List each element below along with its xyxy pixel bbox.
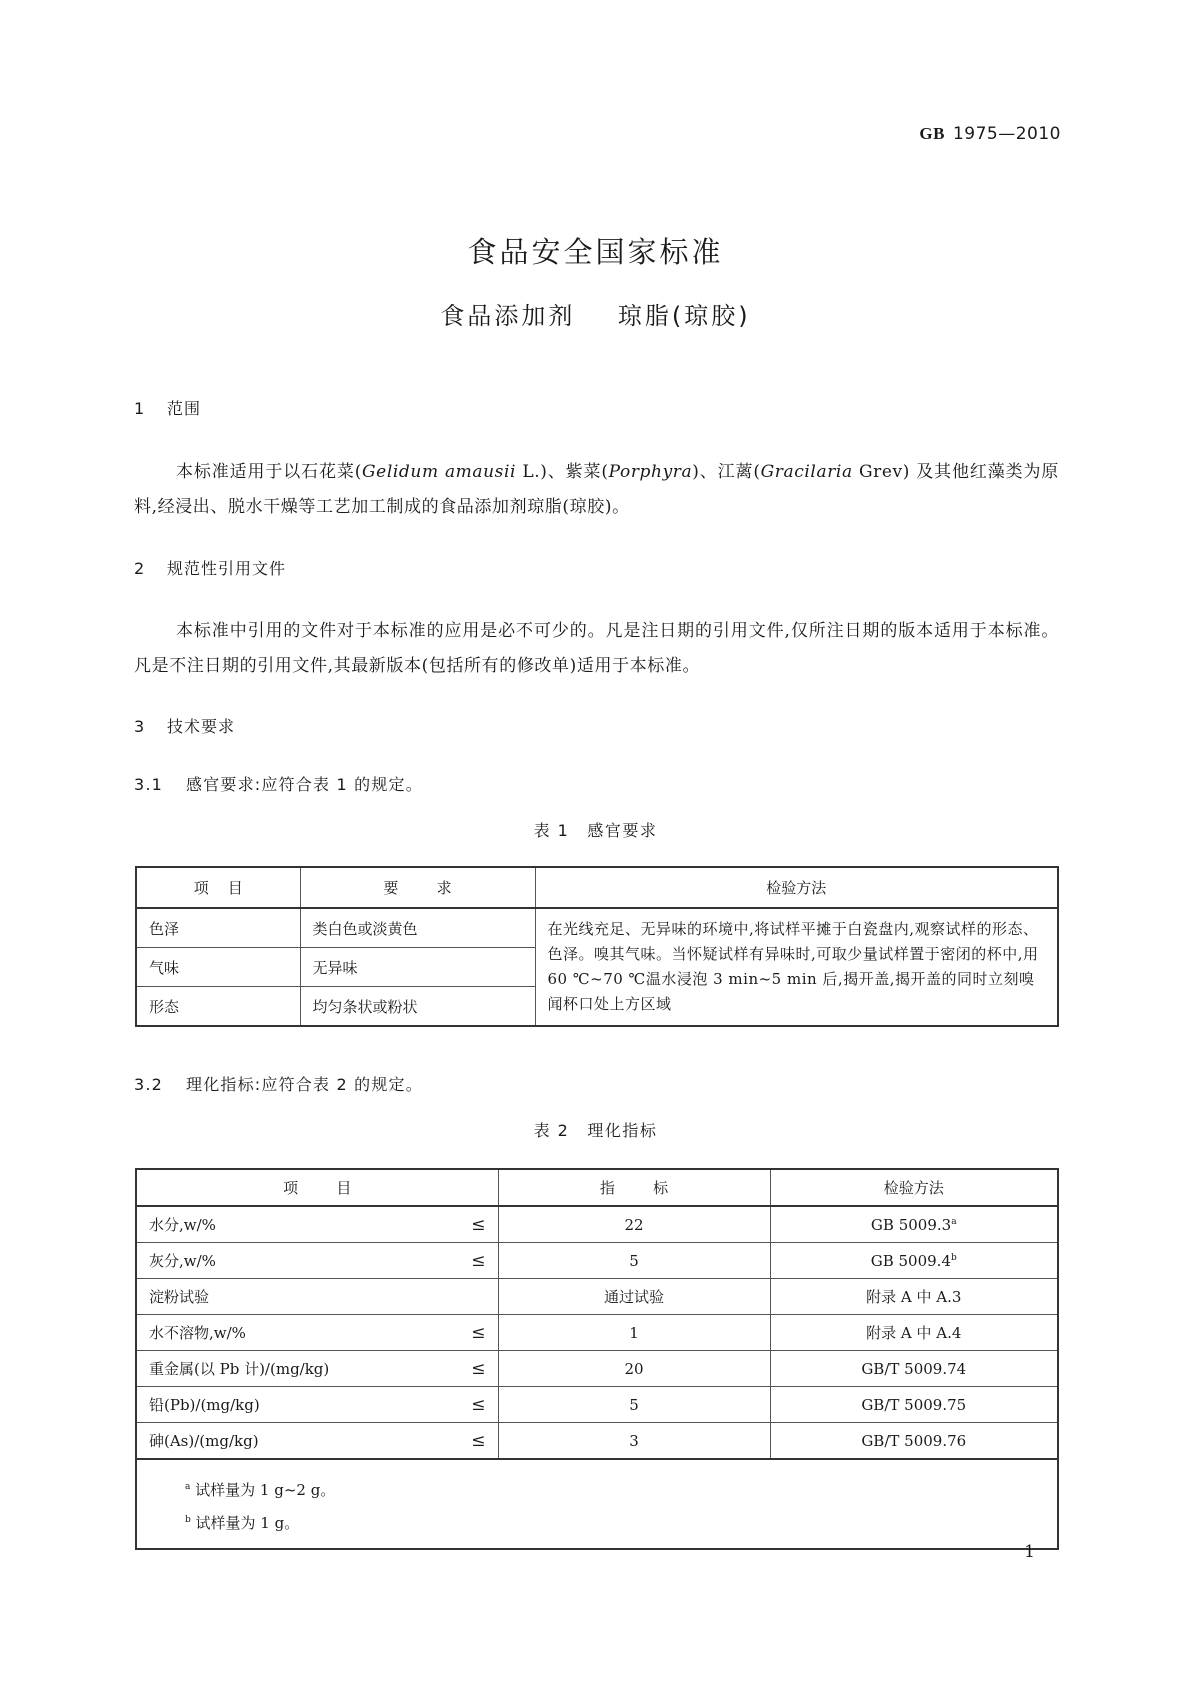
table-row: 铅(Pb)/(mg/kg) ≤ 5 GB/T 5009.75	[136, 1387, 1058, 1423]
column-header: 项 目	[136, 1169, 498, 1206]
footnote-b: $^b$ 试样量为 1 g。	[185, 1514, 300, 1532]
less-equal-symbol: ≤	[471, 1394, 486, 1415]
less-equal-symbol: ≤	[471, 1430, 486, 1451]
table-notes-row	[136, 1459, 1058, 1549]
table-header-row	[136, 1169, 1058, 1206]
species-name: Gelidum amausii	[362, 462, 517, 482]
table-footnotes	[136, 1459, 1058, 1549]
table-header-row	[136, 867, 1058, 908]
standard-code: 1975—2010	[952, 124, 1061, 144]
subsection-3-1-heading: 3.1 感官要求:应符合表 1 的规定。	[134, 775, 423, 794]
section-3-heading	[134, 714, 235, 737]
table-row: 形态 均匀条状或粉状	[136, 987, 1058, 1027]
table-row: 气味 无异味	[136, 948, 1058, 987]
footnote-a: $^a$ 试样量为 1 g~2 g。	[185, 1481, 336, 1499]
column-header: 项 目	[136, 867, 300, 908]
less-equal-symbol: ≤	[471, 1214, 486, 1235]
page-number: 1	[1024, 1542, 1035, 1562]
column-header: 检验方法	[535, 867, 1058, 908]
section-title: 规范性引用文件	[167, 559, 287, 578]
table-row: 水分,w/% ≤ 22 GB 5009.3$^a$	[136, 1206, 1058, 1243]
subsection-3-2-heading: 3.2 理化指标:应符合表 2 的规定。	[134, 1075, 423, 1094]
column-header: 指 标	[498, 1169, 770, 1206]
footnote-marker: a	[951, 1216, 957, 1227]
inspection-method: 在光线充足、无异味的环境中,将试样平摊于白瓷盘内,观察试样的形态、色泽。嗅其气味。当怀疑试样有异味时,可取少量试样置于密闭的杯中,用 60 ℃~70 ℃温水浸泡 3 min~5 min 后,揭开盖,揭开盖的同时立刻嗅闻杯口处上方区域	[535, 908, 1058, 1026]
footnote-marker: b	[951, 1252, 957, 1263]
table-row: 水不溶物,w/% ≤ 1 附录 A 中 A.4	[136, 1315, 1058, 1351]
less-equal-symbol: ≤	[471, 1250, 486, 1271]
section-2-paragraph: 本标准中引用的文件对于本标准的应用是必不可少的。凡是注日期的引用文件,仅所注日期的版本适用于本标准。凡是不注日期的引用文件,其最新版本(包括所有的修改单)适用于本标准。	[134, 621, 1059, 676]
sensory-requirements-table	[135, 866, 1059, 1027]
section-number: 3	[134, 717, 146, 736]
column-header: 检验方法	[770, 1169, 1058, 1206]
section-title: 范围	[167, 399, 202, 418]
section-2-heading	[134, 556, 286, 579]
section-number: 2	[134, 559, 146, 578]
table-row: 砷(As)/(mg/kg) ≤ 3 GB/T 5009.76	[136, 1423, 1058, 1460]
section-1-paragraph: 本标准适用于以石花菜(Gelidum amausii L.)、紫菜(Porphyra)、江蓠(Gracilaria Grev) 及其他红藻类为原料,经浸出、脱水干燥等工艺加工制成的食品添加剂琼脂(琼胶)。	[134, 462, 1060, 517]
document-subtitle: 食品添加剂 琼脂(琼胶)	[440, 302, 751, 330]
document-title: 食品安全国家标准	[467, 235, 724, 269]
physicochemical-indicators-table	[135, 1168, 1059, 1550]
table-2-caption: 表 2 理化指标	[533, 1121, 658, 1140]
less-equal-symbol: ≤	[471, 1322, 486, 1343]
table-1-caption: 表 1 感官要求	[533, 821, 658, 840]
section-1-heading	[134, 396, 201, 419]
table-row: 重金属(以 Pb 计)/(mg/kg) ≤ 20 GB/T 5009.74	[136, 1351, 1058, 1387]
table-row: 色泽 类白色或淡黄色 在光线充足、无异味的环境中,将试样平摊于白瓷盘内,观察试样的形态、色泽。嗅其气味。当怀疑试样有异味时,可取少量试样置于密闭的杯中,用 60 ℃~70 ℃温水浸泡 3 min~5 min 后,揭开盖,揭开盖的同时立刻嗅闻杯口处上方区域	[136, 908, 1058, 948]
species-name: Gracilaria	[760, 462, 853, 482]
standard-number	[919, 124, 1061, 144]
column-header: 要 求	[300, 867, 535, 908]
section-title: 技术要求	[167, 717, 236, 736]
species-name: Porphyra	[608, 462, 693, 482]
table-row: 淀粉试验 通过试验 附录 A 中 A.3	[136, 1279, 1058, 1315]
table-row: 灰分,w/% ≤ 5 GB 5009.4$^b$	[136, 1243, 1058, 1279]
less-equal-symbol: ≤	[471, 1358, 486, 1379]
section-number: 1	[134, 399, 146, 418]
standard-prefix: GB	[919, 124, 945, 143]
